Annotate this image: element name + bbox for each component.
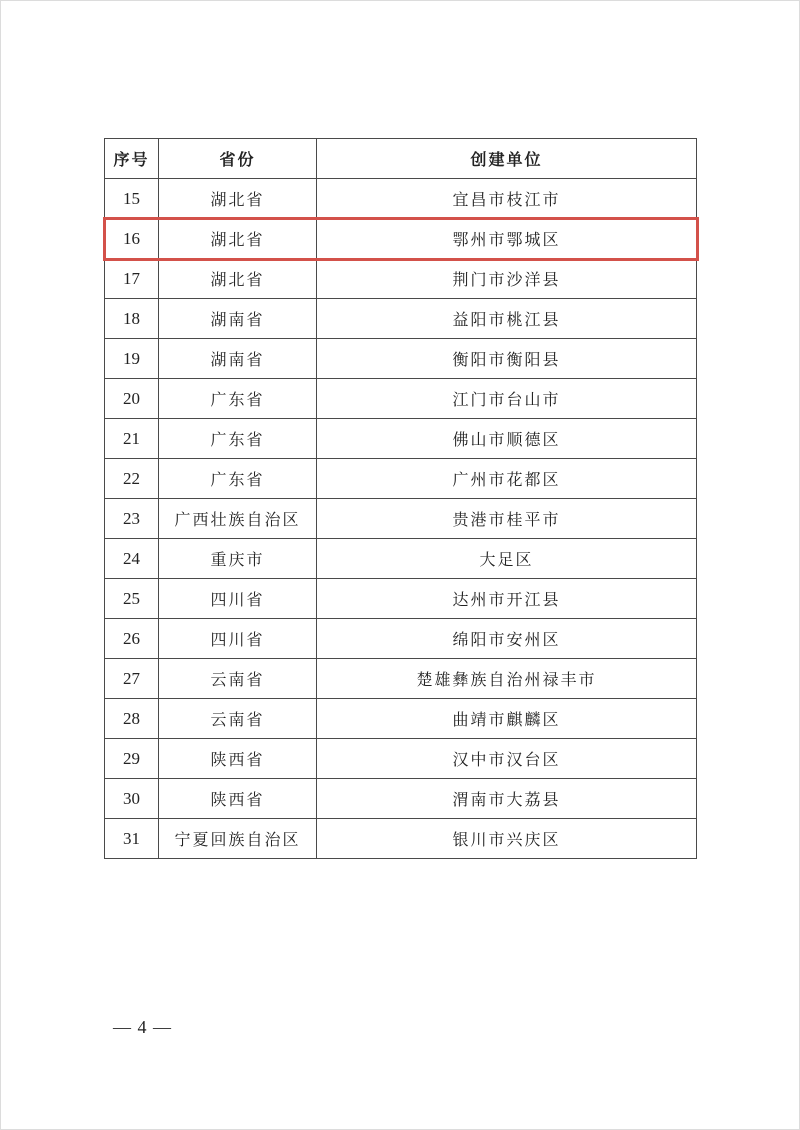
cell-serial-number: 15 bbox=[105, 179, 159, 219]
cell-province: 陕西省 bbox=[159, 779, 317, 819]
cell-serial-number: 27 bbox=[105, 659, 159, 699]
cell-serial-number: 24 bbox=[105, 539, 159, 579]
cell-unit: 广州市花都区 bbox=[317, 459, 697, 499]
cell-province: 四川省 bbox=[159, 619, 317, 659]
cell-unit: 江门市台山市 bbox=[317, 379, 697, 419]
table-row-highlighted bbox=[105, 219, 697, 259]
cell-province: 云南省 bbox=[159, 659, 317, 699]
cell-province: 湖北省 bbox=[159, 219, 317, 259]
cell-unit: 佛山市顺德区 bbox=[317, 419, 697, 459]
cell-province: 重庆市 bbox=[159, 539, 317, 579]
header-unit: 创建单位 bbox=[317, 139, 697, 179]
cell-unit: 银川市兴庆区 bbox=[317, 819, 697, 859]
cell-unit: 贵港市桂平市 bbox=[317, 499, 697, 539]
table-row bbox=[105, 419, 697, 459]
cell-province: 湖南省 bbox=[159, 339, 317, 379]
header-province: 省份 bbox=[159, 139, 317, 179]
cell-unit: 荆门市沙洋县 bbox=[317, 259, 697, 299]
units-table bbox=[104, 138, 697, 859]
cell-serial-number: 25 bbox=[105, 579, 159, 619]
cell-serial-number: 31 bbox=[105, 819, 159, 859]
table-row bbox=[105, 459, 697, 499]
cell-serial-number: 28 bbox=[105, 699, 159, 739]
cell-serial-number: 30 bbox=[105, 779, 159, 819]
cell-province: 湖北省 bbox=[159, 179, 317, 219]
cell-province: 陕西省 bbox=[159, 739, 317, 779]
cell-serial-number: 20 bbox=[105, 379, 159, 419]
cell-province: 广东省 bbox=[159, 379, 317, 419]
table-row bbox=[105, 179, 697, 219]
cell-unit: 衡阳市衡阳县 bbox=[317, 339, 697, 379]
table-row bbox=[105, 619, 697, 659]
table-row bbox=[105, 819, 697, 859]
table-row bbox=[105, 259, 697, 299]
table-row bbox=[105, 299, 697, 339]
cell-serial-number: 22 bbox=[105, 459, 159, 499]
table-header-row bbox=[105, 139, 697, 179]
header-serial-number: 序号 bbox=[105, 139, 159, 179]
table-row bbox=[105, 659, 697, 699]
cell-province: 宁夏回族自治区 bbox=[159, 819, 317, 859]
cell-serial-number: 26 bbox=[105, 619, 159, 659]
cell-province: 湖北省 bbox=[159, 259, 317, 299]
cell-province: 湖南省 bbox=[159, 299, 317, 339]
table-row bbox=[105, 739, 697, 779]
cell-serial-number: 19 bbox=[105, 339, 159, 379]
cell-serial-number: 29 bbox=[105, 739, 159, 779]
cell-unit: 大足区 bbox=[317, 539, 697, 579]
cell-unit: 绵阳市安州区 bbox=[317, 619, 697, 659]
cell-unit: 汉中市汉台区 bbox=[317, 739, 697, 779]
table-row bbox=[105, 579, 697, 619]
table-row bbox=[105, 379, 697, 419]
cell-unit: 达州市开江县 bbox=[317, 579, 697, 619]
cell-serial-number: 17 bbox=[105, 259, 159, 299]
cell-province: 广东省 bbox=[159, 419, 317, 459]
cell-serial-number: 18 bbox=[105, 299, 159, 339]
table-row bbox=[105, 499, 697, 539]
cell-unit: 曲靖市麒麟区 bbox=[317, 699, 697, 739]
table-row bbox=[105, 539, 697, 579]
cell-serial-number: 16 bbox=[105, 219, 159, 259]
cell-unit: 楚雄彝族自治州禄丰市 bbox=[317, 659, 697, 699]
cell-unit: 鄂州市鄂城区 bbox=[317, 219, 697, 259]
cell-serial-number: 23 bbox=[105, 499, 159, 539]
table-row bbox=[105, 339, 697, 379]
cell-unit: 益阳市桃江县 bbox=[317, 299, 697, 339]
cell-unit: 渭南市大荔县 bbox=[317, 779, 697, 819]
cell-province: 四川省 bbox=[159, 579, 317, 619]
table-row bbox=[105, 779, 697, 819]
cell-unit: 宜昌市枝江市 bbox=[317, 179, 697, 219]
cell-province: 云南省 bbox=[159, 699, 317, 739]
cell-serial-number: 21 bbox=[105, 419, 159, 459]
cell-province: 广西壮族自治区 bbox=[159, 499, 317, 539]
table-row bbox=[105, 699, 697, 739]
cell-province: 广东省 bbox=[159, 459, 317, 499]
page-number: — 4 — bbox=[113, 1017, 172, 1037]
